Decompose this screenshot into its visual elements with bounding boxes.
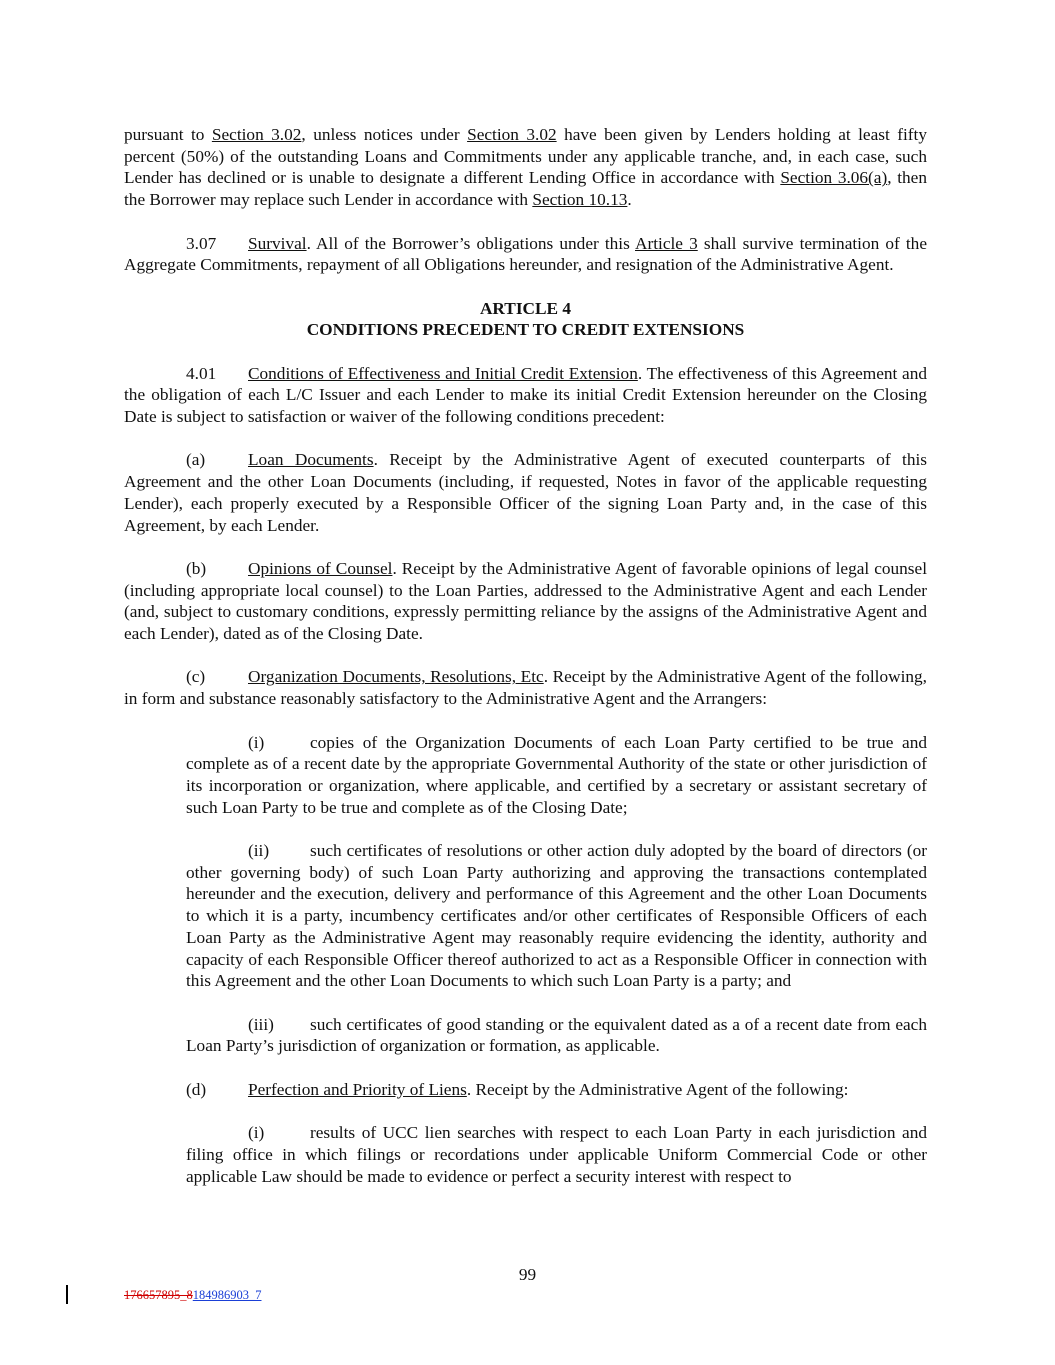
section-reference: Article 3	[635, 233, 698, 253]
section-reference: Section 3.02	[211, 125, 302, 144]
clause-heading: Opinions of Counsel	[248, 558, 393, 578]
subclause-number: (i)	[248, 1123, 265, 1143]
section-heading: Conditions of Effectiveness and Initial Credit Extension	[248, 363, 638, 383]
text: have been given by Lenders holding at least fifty percent (50%) of the outstanding Loans and Commitments under any applicable tranche, and, in each case, such Lender has declined or is unable to designate a different Lending Office in accordance with	[124, 125, 927, 188]
inserted-doc-id: 184986903_7	[192, 1288, 262, 1302]
text: . Receipt by the Administrative Agent of the following:	[466, 1079, 849, 1099]
section-number: 4.01	[186, 363, 217, 383]
section-reference: Section 10.13	[532, 190, 628, 210]
subclause-c-ii	[186, 840, 927, 992]
clause-number: (b)	[186, 558, 207, 578]
clause-heading: Loan Documents	[248, 450, 374, 470]
subclause-number: (iii)	[248, 1014, 274, 1034]
document-id-footer	[124, 1288, 262, 1303]
clause-number: (c)	[186, 667, 206, 687]
subclause-number: (ii)	[248, 841, 270, 861]
text: . Receipt by the Administrative Agent of the following, in form and substance reasonably satisfactory to the Administrative Agent and the Arrangers:	[124, 667, 927, 709]
text: copies of the Organization Documents of each Loan Party certified to be true and complete as of a recent date by the appropriate Governmental Authority of the state or other jurisdiction of its incorporation or organization, where applicable, and certified by a secretary or assistant secretary of such Loan Party to be true and complete as of the Closing Date;	[186, 732, 927, 817]
text: .	[627, 190, 632, 210]
paragraph-continuation	[124, 124, 927, 211]
subclause-d-i	[186, 1122, 927, 1187]
section-4-01	[124, 363, 927, 428]
subclause-c-i	[186, 732, 927, 819]
clause-heading: Organization Documents, Resolutions, Etc	[248, 667, 544, 687]
section-heading: Survival	[248, 233, 307, 253]
text: shall survive termination of the Aggregate Commitments, repayment of all Obligations hereunder, and resignation of the Administrative Agent.	[124, 233, 927, 275]
clause-d	[186, 1079, 927, 1101]
clause-number: (a)	[186, 450, 206, 470]
article-heading	[124, 298, 927, 341]
text: such certificates of good standing or the equivalent dated as a of a recent date from each Loan Party’s jurisdiction of organization or formation, as applicable.	[186, 1014, 927, 1056]
clause-b	[124, 558, 927, 645]
section-reference: Section 3.02	[467, 125, 557, 144]
text: , then the Borrower may replace such Lender in accordance with	[124, 168, 927, 210]
document-page	[124, 124, 927, 1209]
clause-c	[124, 666, 927, 709]
article-number: ARTICLE 4	[479, 298, 572, 318]
page-number: 99	[518, 1265, 537, 1284]
section-number: 3.07	[186, 233, 217, 253]
article-title: CONDITIONS PRECEDENT TO CREDIT EXTENSIONS	[306, 320, 745, 340]
clause-heading: Perfection and Priority of Liens	[248, 1079, 467, 1099]
text: , unless notices under	[301, 125, 468, 144]
subclause-c-iii	[186, 1014, 927, 1057]
text: results of UCC lien searches with respect to each Loan Party in each jurisdiction and filing office in which filings or recordations under applicable Uniform Commercial Code or other applicable Law should be made to evidence or perfect a security interest with respect to	[186, 1123, 927, 1186]
text: pursuant to	[124, 125, 212, 144]
subclause-number: (i)	[248, 732, 265, 752]
clause-a	[124, 449, 927, 536]
section-reference: Section 3.06(a)	[780, 168, 888, 188]
text: . Receipt by the Administrative Agent of favorable opinions of legal counsel (including appropriate local counsel) to the Loan Parties, addressed to the Administrative Agent and each Lender (and, subject to customary conditions, expressly permitting reliance by the assigns of the Administrative Agent and each Lender), dated as of the Closing Date.	[124, 558, 927, 644]
text: . Receipt by the Administrative Agent of executed counterparts of this Agreement and the other Loan Documents (including, if requested, Notes in favor of the applicable requesting Lender), each properly executed by a Responsible Officer of the signing Loan Party and, in the case of this Agreement, by each Lender.	[124, 450, 927, 535]
section-3-07	[124, 233, 927, 276]
clause-number: (d)	[186, 1079, 207, 1099]
text: . All of the Borrower’s obligations under this	[306, 233, 635, 253]
deleted-doc-id: 176657895_8	[124, 1288, 193, 1302]
text: such certificates of resolutions or other action duly adopted by the board of directors (or other governing body) of such Loan Party authorizing and approving the transactions contemplated hereunder and the execution, delivery and performance of this Agreement and the other Loan Documents to which it is a party, incumbency certificates and/or other certificates of Responsible Officers of each Loan Party as the Administrative Agent may reasonably require evidencing the identity, authority and capacity of each Responsible Officer thereof authorized to act as a Responsible Officer in connection with this Agreement and the other Loan Documents to which such Loan Party is a party; and	[186, 841, 927, 991]
change-bar	[66, 1285, 68, 1304]
text: . The effectiveness of this Agreement and the obligation of each L/C Issuer and each Lender to make its initial Credit Extension hereunder on the Closing Date is subject to satisfaction or waiver of the following conditions precedent:	[124, 363, 928, 427]
